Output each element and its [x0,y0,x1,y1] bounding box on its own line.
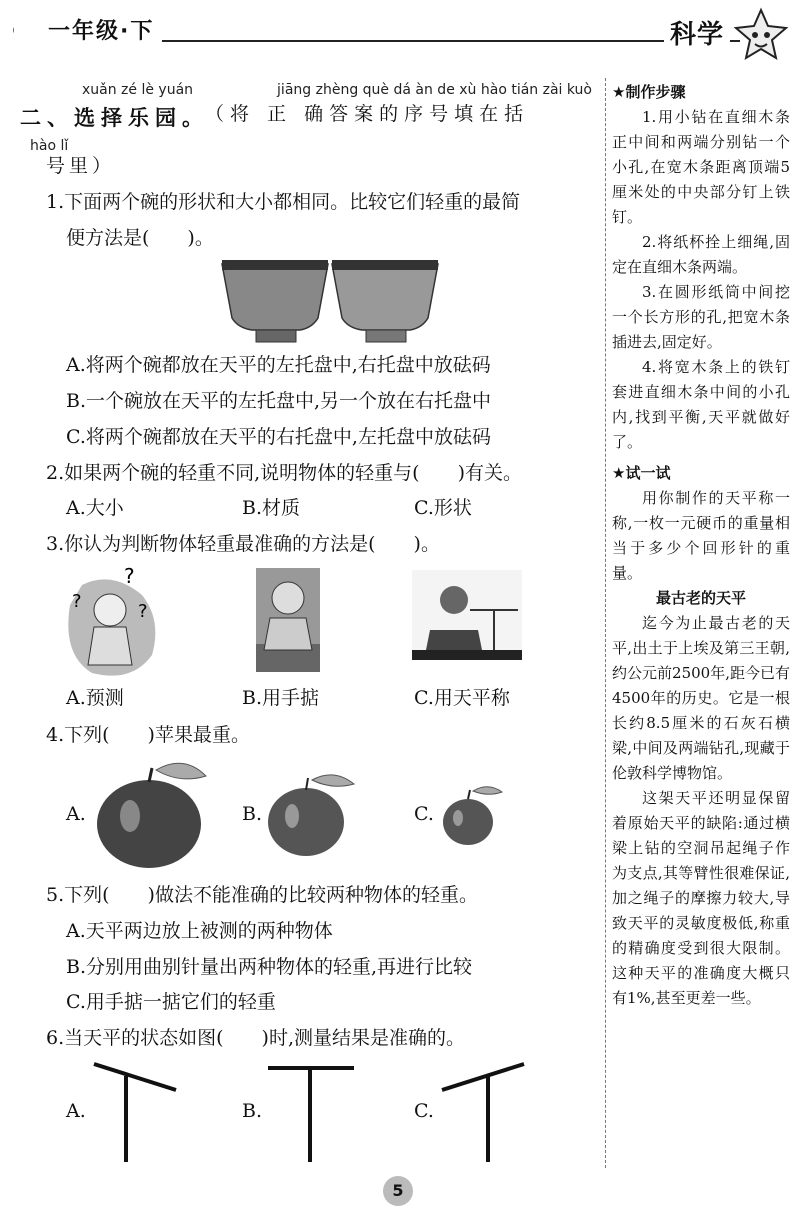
q2-option-b: B.材质 [242,497,301,519]
question-2: 2.如果两个碗的轻重不同,说明物体的轻重与( )有关。 [46,462,522,484]
q3-option-c: C.用天平称 [414,687,510,709]
bowl-left-icon [222,260,328,342]
question-mark-icon: ? [138,601,148,622]
two-bowls-image [220,258,440,348]
q4-option-b: B. [242,803,263,825]
oldest-balance-title: 最古老的天平 [655,589,746,607]
step-1: 1.用小钻在直细木条正中间和两端分别钻一个小孔,在宽木条距离顶端5厘米处的中央部分钉上铁钉。 [612,108,790,226]
level-balance-icon [266,1064,356,1164]
column-divider [605,78,606,1168]
try-text: 用你制作的天平称一称,一枚一元硬币的重量相当于多少个回形针的重量。 [612,489,790,582]
small-apple-icon [440,782,506,848]
oldest-balance-paragraph-2: 这架天平还明显保留着原始天平的缺陷:通过横梁上钻的空洞吊起绳子作为支点,其等臂性很难保证,加之绳子的摩擦力较大,导致天平的灵敏度极低,称重的精确度受到很大限制。这种天平的准确度大概只有1%,甚至更差一些。 [612,789,790,1007]
medium-apple-icon [266,770,358,860]
large-apple-icon [94,758,214,870]
question-6: 6.当天平的状态如图( )时,测量结果是准确的。 [46,1027,465,1049]
q1-option-c: C.将两个碗都放在天平的右托盘中,左托盘中放砝码 [66,426,491,448]
pinyin-instruction: jiāng zhèng què dá àn de xù hào tián zài kuò [277,82,592,98]
q2-option-a: A.大小 [66,497,124,519]
q5-option-c: C.用手掂一掂它们的轻重 [66,991,276,1013]
step-3: 3.在圆形纸筒中间挖一个长方形的孔,把宽木条插进去,固定好。 [612,283,790,351]
pinyin-line2: hào lǐ [30,138,69,154]
sidebar-panel [612,80,790,1011]
try-title: ★试一试 [612,464,671,482]
section-instruction: （将 正 确答案的序号填在括 [205,103,530,125]
q4-option-c: C. [414,803,434,825]
q6-option-b: B. [242,1100,263,1122]
step-4: 4.将宽木条上的铁钉套进直细木条中间的小孔内,找到平衡,天平就做好了。 [612,358,790,451]
star-mascot-icon [730,6,792,62]
question-1: 1.下面两个碗的形状和大小都相同。比较它们轻重的最简 [46,191,521,213]
q6-option-c: C. [414,1100,434,1122]
tilted-left-balance-icon [90,1060,180,1166]
page-number: 5 [383,1176,413,1206]
oldest-balance-paragraph-1: 迄今为止最古老的天平,出土于上埃及第三王朝,约公元前2500年,距今已有4500年的历史。它是一根长约8.5厘米的石灰石横梁,中间及两端钻孔,现藏于伦敦科学博物馆。 [612,614,790,782]
q3-option-a: A.预测 [66,687,124,709]
grade-label: 一年级·下 [14,14,162,45]
q4-option-a: A. [66,803,86,825]
question-1-cont: 便方法是( )。 [66,227,214,249]
pinyin-title: xuǎn zé lè yuán [82,82,194,98]
question-3: 3.你认为判断物体轻重最准确的方法是( )。 [46,533,440,555]
q1-option-a: A.将两个碗都放在天平的左托盘中,右托盘中放砝码 [66,354,491,376]
q3-option-b: B.用手掂 [242,687,320,709]
tilted-right-balance-icon [438,1060,528,1166]
steps-title: ★制作步骤 [612,83,686,101]
bowl-right-icon [332,260,438,342]
step-2: 2.将纸杯拴上细绳,固定在直细木条两端。 [612,233,790,276]
q5-option-b: B.分别用曲别针量出两种物体的轻重,再进行比较 [66,956,473,978]
q6-option-a: A. [66,1100,86,1122]
q5-option-a: A.天平两边放上被测的两种物体 [66,920,333,942]
section-instruction-end: 号里） [46,155,116,177]
question-5: 5.下列( )做法不能准确的比较两种物体的轻重。 [46,884,478,906]
q2-option-c: C.形状 [414,497,472,519]
hand-weighing-child-image [256,568,320,672]
question-4: 4.下列( )苹果最重。 [46,724,250,746]
q1-option-b: B.一个碗放在天平的左托盘中,另一个放在右托盘中 [66,390,492,412]
thinking-child-image [62,565,158,680]
section-title: 二、选择乐园。 [20,106,209,130]
question-mark-icon: ? [72,591,82,612]
subject-label: 科学 [664,14,730,51]
balance-child-image [412,570,522,660]
question-mark-icon: ? [124,565,135,588]
